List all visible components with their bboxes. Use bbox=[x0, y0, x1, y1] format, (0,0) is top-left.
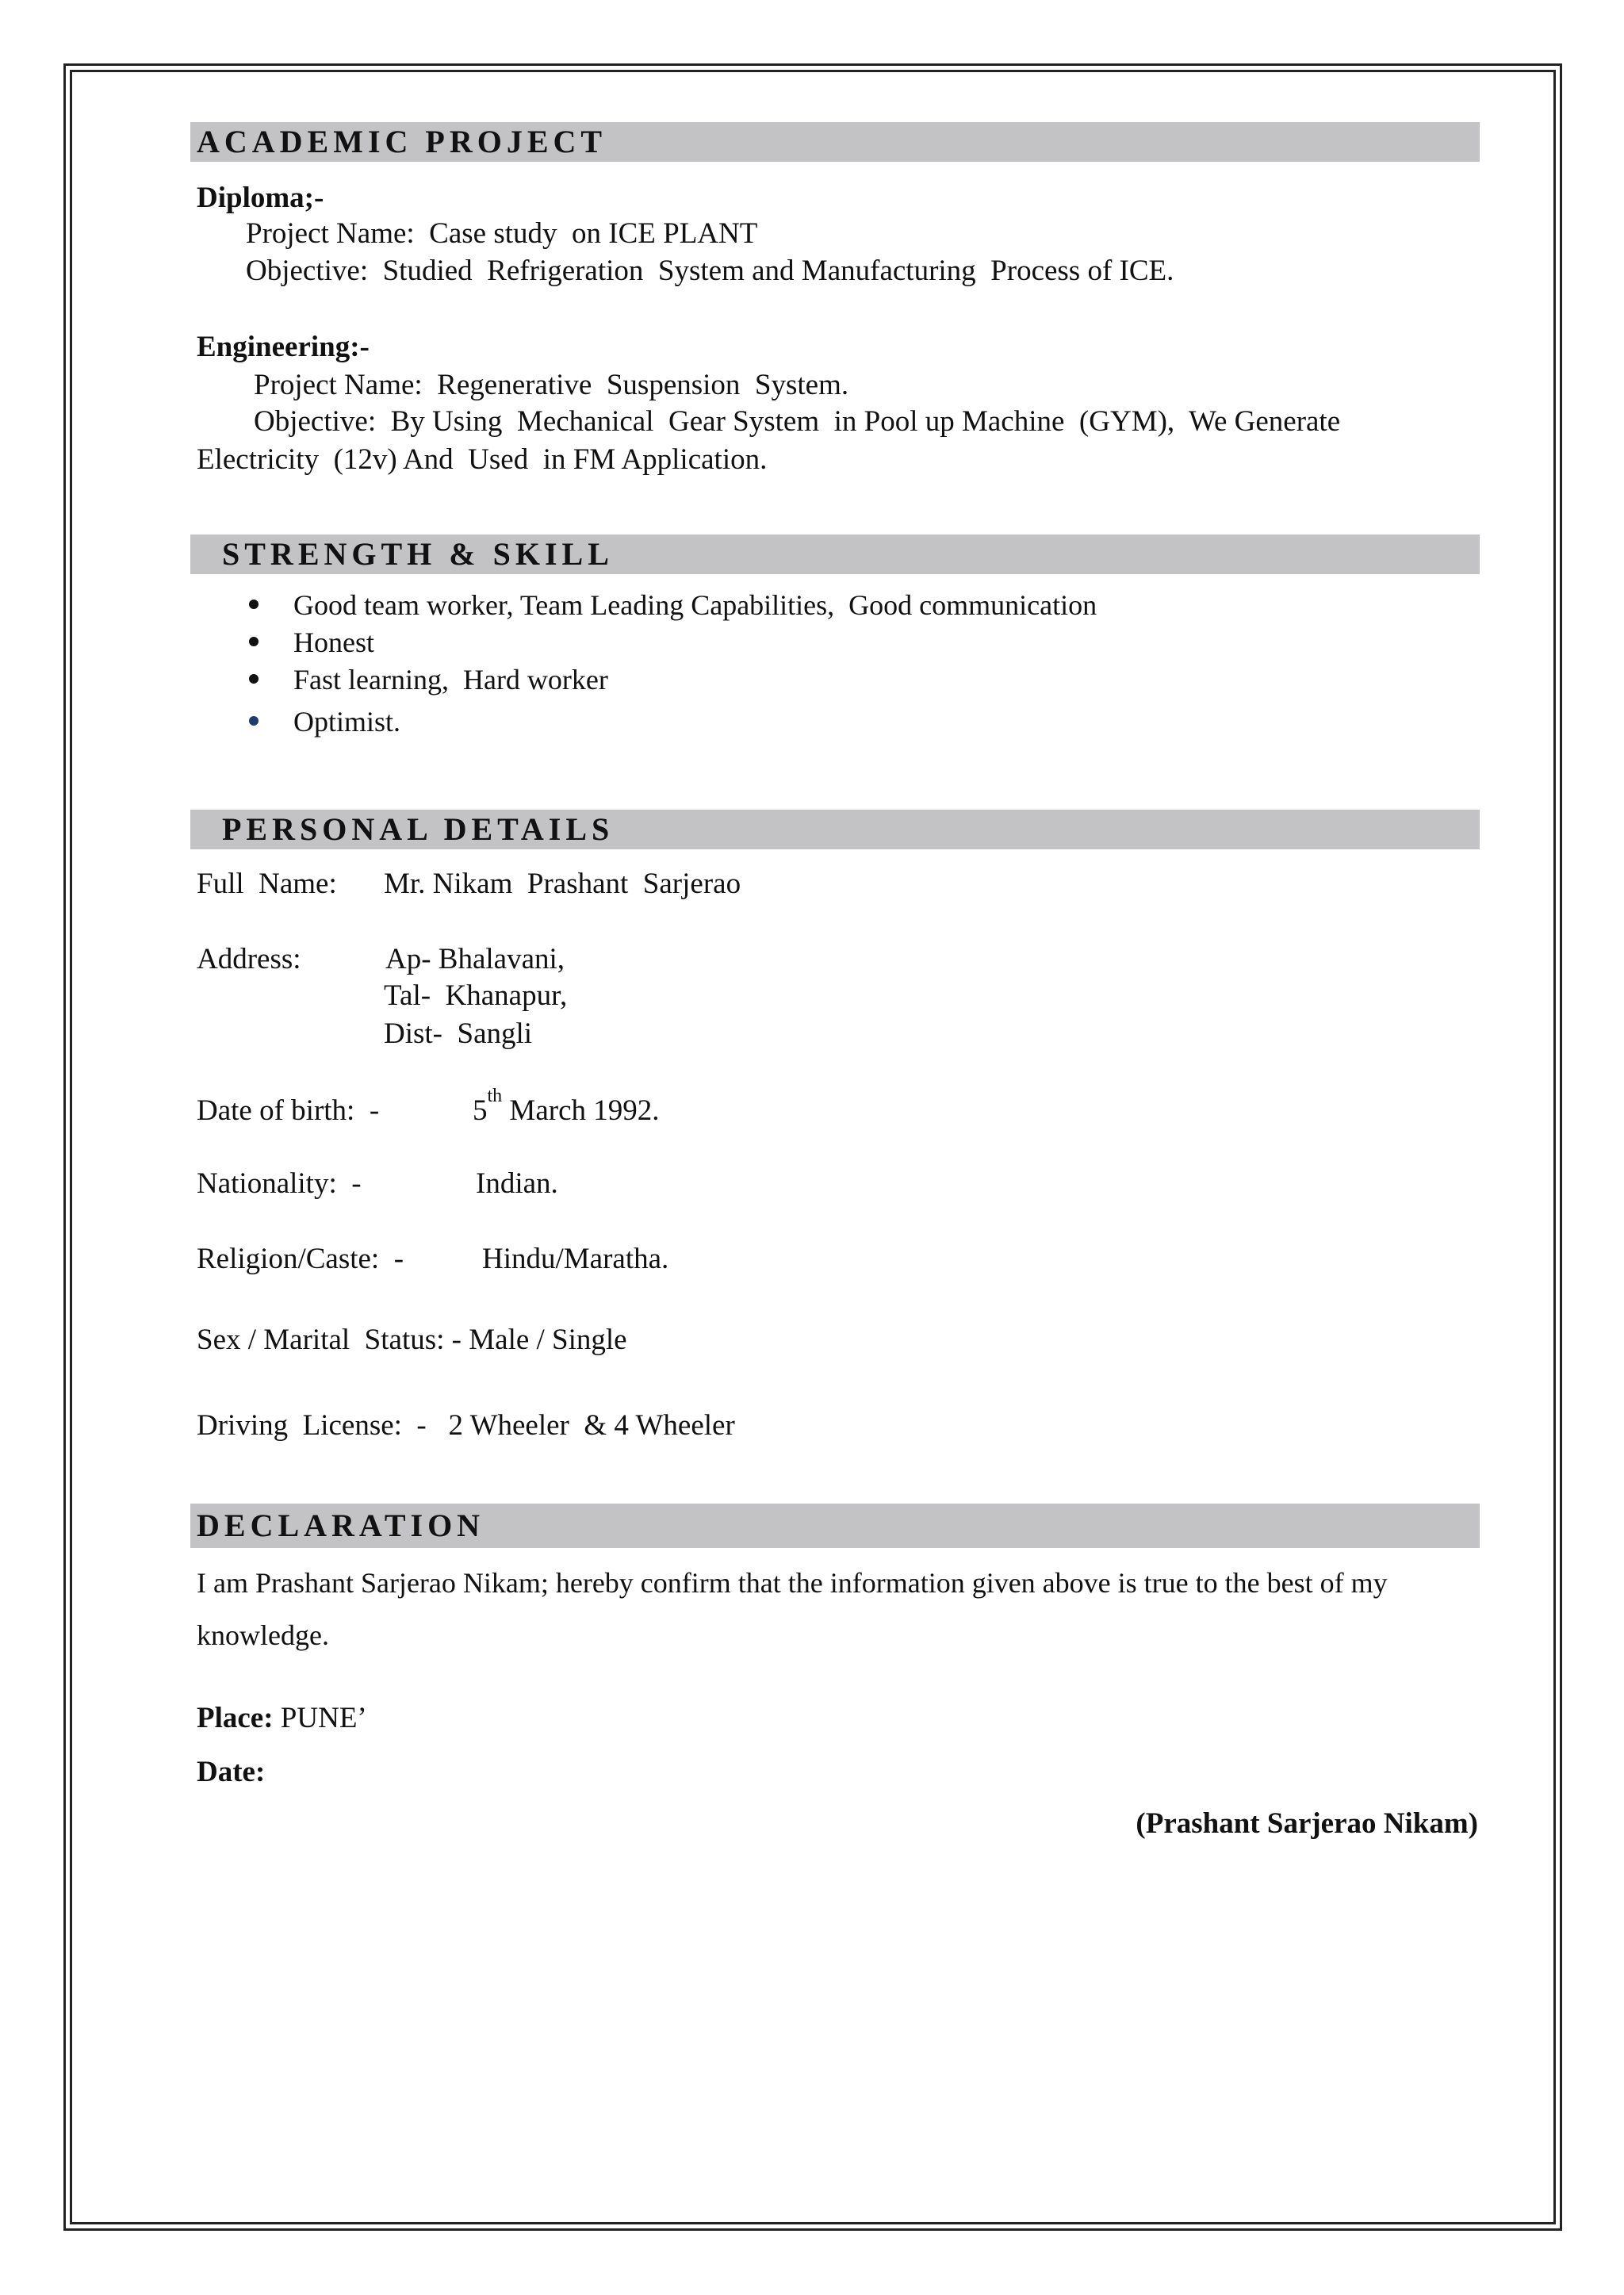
driving-license: Driving License: - 2 Wheeler & 4 Wheeler bbox=[197, 1409, 735, 1442]
sex-marital-status: Sex / Marital Status: - Male / Single bbox=[197, 1324, 627, 1356]
address-line: Tal- Khanapur, bbox=[384, 979, 568, 1012]
section-heading-strength-skill: STRENGTH & SKILL bbox=[190, 534, 1480, 574]
bullet-icon bbox=[249, 600, 259, 609]
section-heading-declaration: DECLARATION bbox=[190, 1504, 1480, 1548]
section-heading-academic-project: ACADEMIC PROJECT bbox=[190, 122, 1480, 162]
diploma-label: Diploma;- bbox=[197, 182, 324, 214]
engineering-objective-line1: Objective: By Using Mechanical Gear System in Pool up Machine (GYM), We Generate bbox=[254, 405, 1341, 438]
skill-item: Fast learning, Hard worker bbox=[293, 664, 608, 695]
nationality-value: Indian. bbox=[476, 1167, 558, 1200]
religion-label: Religion/Caste: - bbox=[197, 1243, 404, 1275]
dob-label: Date of birth: - bbox=[197, 1094, 380, 1127]
bullet-icon bbox=[249, 674, 259, 684]
engineering-project-name: Project Name: Regenerative Suspension System. bbox=[254, 369, 849, 401]
skill-item: Honest bbox=[293, 626, 374, 658]
section-heading-personal-details: PERSONAL DETAILS bbox=[190, 810, 1480, 849]
signature-name: (Prashant Sarjerao Nikam) bbox=[1136, 1807, 1478, 1840]
diploma-project-name: Project Name: Case study on ICE PLANT bbox=[246, 217, 758, 250]
address-line: Ap- Bhalavani, bbox=[385, 943, 565, 975]
address-label: Address: bbox=[197, 943, 301, 975]
bullet-icon bbox=[249, 716, 259, 726]
skill-item: Good team worker, Team Leading Capabilities, Good communication bbox=[293, 589, 1097, 621]
full-name-label: Full Name: bbox=[197, 868, 337, 900]
declaration-text-line1: I am Prashant Sarjerao Nikam; hereby confirm that the information given above is true to the best of my bbox=[197, 1567, 1388, 1599]
place-label: Place: bbox=[197, 1702, 274, 1734]
diploma-objective: Objective: Studied Refrigeration System and Manufacturing Process of ICE. bbox=[246, 255, 1174, 287]
nationality-label: Nationality: - bbox=[197, 1167, 362, 1200]
dob-value: 5th March 1992. bbox=[473, 1085, 660, 1127]
skill-item: Optimist. bbox=[293, 706, 401, 738]
address-line: Dist- Sangli bbox=[384, 1017, 533, 1050]
engineering-label: Engineering:- bbox=[197, 331, 370, 363]
declaration-text-line2: knowledge. bbox=[197, 1619, 329, 1651]
place-line bbox=[197, 1701, 367, 1736]
religion-value: Hindu/Maratha. bbox=[482, 1243, 669, 1275]
full-name-value: Mr. Nikam Prashant Sarjerao bbox=[384, 868, 741, 900]
date-label: Date: bbox=[197, 1756, 266, 1788]
place-value: PUNE’ bbox=[273, 1702, 367, 1734]
engineering-objective-line2: Electricity (12v) And Used in FM Application. bbox=[197, 443, 768, 476]
bullet-icon bbox=[249, 637, 259, 646]
